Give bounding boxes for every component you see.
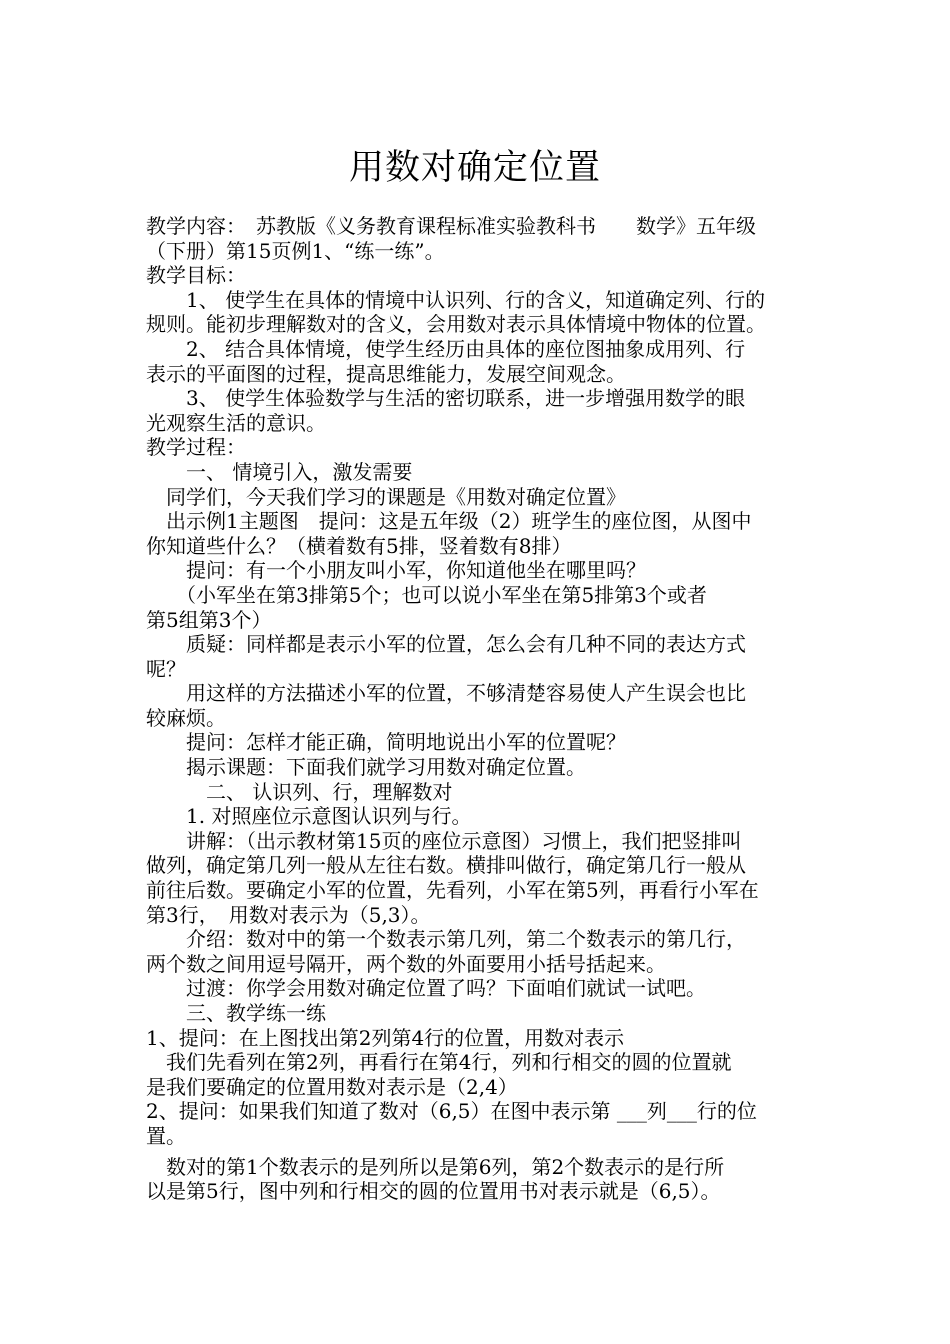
- document-title: 用数对确定位置: [348, 148, 601, 188]
- text-line: 1、提问：在上图找出第2列第4行的位置，用数对表示: [146, 1025, 625, 1050]
- text-line: 提问：有一个小朋友叫小军，你知道他坐在哪里吗？: [146, 558, 646, 583]
- text-line: 规则。能初步理解数对的含义，会用数对表示具体情境中物体的位置。: [146, 312, 766, 337]
- text-line: 介绍：数对中的第一个数表示第几列，第二个数表示的第几行，: [146, 927, 746, 952]
- text-line: 出示例1主题图 提问：这是五年级（2）班学生的座位图，从图中: [146, 509, 752, 534]
- subsection-heading: 三、教学练一练: [146, 1001, 326, 1025]
- document-body: [146, 214, 816, 1204]
- text-line: 2、 结合具体情境，使学生经历由具体的座位图抽象成用列、行: [146, 336, 746, 361]
- section-heading: 教学目标：: [146, 263, 246, 288]
- text-line: 揭示课题：下面我们就学习用数对确定位置。: [146, 755, 586, 780]
- text-line: 用这样的方法描述小军的位置，不够清楚容易使人产生误会也比: [146, 681, 746, 706]
- text-line: 置。: [146, 1123, 186, 1148]
- text-line: 2、提问：如果我们知道了数对（6,5）在图中表示第 ___列___行的位: [146, 1099, 757, 1124]
- text-line: 前往后数。要确定小军的位置，先看列，小军在第5列，再看行小军在: [146, 878, 759, 903]
- text-line: 过渡：你学会用数对确定位置了吗？下面咱们就试一试吧。: [146, 976, 706, 1001]
- section-heading: 教学过程：: [146, 435, 246, 460]
- text-line: （下册）第15页例1、“练一练”。: [146, 238, 445, 263]
- text-line: 1、 使学生在具体的情境中认识列、行的含义，知道确定列、行的: [146, 287, 766, 312]
- text-line: 光观察生活的意识。: [146, 410, 326, 435]
- text-line: 提问：怎样才能正确，简明地说出小军的位置呢？: [146, 730, 626, 755]
- subsection-heading: 二、 认识列、行，理解数对: [146, 779, 453, 804]
- text-line: 呢？: [146, 656, 186, 681]
- text-line: 两个数之间用逗号隔开，两个数的外面要用小括号括起来。: [146, 951, 666, 976]
- text-line: 我们先看列在第2列，再看行在第4行，列和行相交的圆的位置就: [146, 1050, 732, 1075]
- text-line: 以是第5行，图中列和行相交的圆的位置用书对表示就是（6,5）。: [146, 1179, 721, 1204]
- text-line: 你知道些什么？（横着数有5排，竖着数有8排）: [146, 533, 572, 558]
- text-line: 3、 使学生体验数学与生活的密切联系，进一步增强用数学的眼: [146, 386, 746, 411]
- text-line: 教学内容： 苏教版《义务教育课程标准实验教科书 数学》五年级: [146, 214, 756, 238]
- text-line: （小军坐在第3排第5个；也可以说小军坐在第5排第3个或者: [146, 582, 707, 607]
- text-line: 做列，确定第几列一般从左往右数。横排叫做行，确定第几行一般从: [146, 853, 746, 878]
- text-line: 表示的平面图的过程，提高思维能力，发展空间观念。: [146, 361, 626, 386]
- text-line: 第5组第3个）: [146, 607, 272, 632]
- text-line: 1. 对照座位示意图认识列与行。: [146, 804, 472, 829]
- text-line: 第3行， 用数对表示为（5,3）。: [146, 902, 431, 927]
- text-line: 质疑：同样都是表示小军的位置，怎么会有几种不同的表达方式: [146, 632, 746, 657]
- text-line: 较麻烦。: [146, 705, 226, 730]
- text-line: 同学们，今天我们学习的课题是《用数对确定位置》: [146, 484, 626, 509]
- text-line: 数对的第1个数表示的是列所以是第6列，第2个数表示的是行所: [146, 1154, 725, 1179]
- text-line: 是我们要确定的位置用数对表示是（2,4）: [146, 1074, 518, 1099]
- text-line: 讲解：（出示教材第15页的座位示意图）习惯上，我们把竖排叫: [146, 828, 742, 853]
- subsection-heading: 一、 情境引入，激发需要: [146, 459, 413, 484]
